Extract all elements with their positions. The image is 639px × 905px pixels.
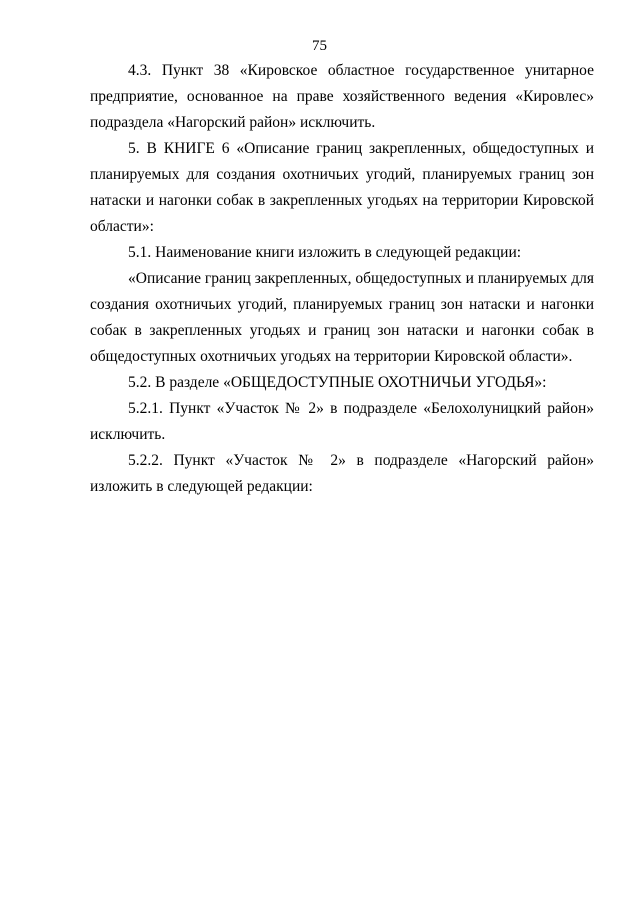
paragraph-5-2-1: 5.2.1. Пункт «Участок № 2» в подразделе «Белохолуницкий район» исключить.	[90, 400, 594, 443]
paragraph-5-1-quote: «Описание границ закрепленных, общедоступных и планируемых для создания охотничьих угодий, планируемых границ зон натаски и нагонки собак в закрепленных угодьях и границ зон натаски и нагонки собак в общедоступных охотничьих угодьях на территории Кировской области».	[90, 270, 594, 365]
paragraph-5-2: 5.2. В разделе «ОБЩЕДОСТУПНЫЕ ОХОТНИЧЬИ УГОДЬЯ»:	[128, 374, 547, 391]
paragraph-5: 5. В КНИГЕ 6 «Описание границ закрепленных, общедоступных и планируемых для создания охотничьих угодий, планируемых границ зон натаски и нагонки собак в закрепленных угодьях на территории Кировской области»:	[90, 140, 594, 235]
paragraph-5-2-2: 5.2.2. Пункт «Участок № 2» в подразделе «Нагорский район» изложить в следующей редакции:	[90, 452, 594, 495]
document-body	[90, 58, 594, 500]
page-number: 75	[312, 38, 327, 54]
paragraph-5-1: 5.1. Наименование книги изложить в следующей редакции:	[128, 244, 522, 261]
paragraph-4-3: 4.3. Пункт 38 «Кировское областное государственное унитарное предприятие, основанное на праве хозяйственного ведения «Кировлес» подраздела «Нагорский район» исключить.	[90, 62, 594, 131]
